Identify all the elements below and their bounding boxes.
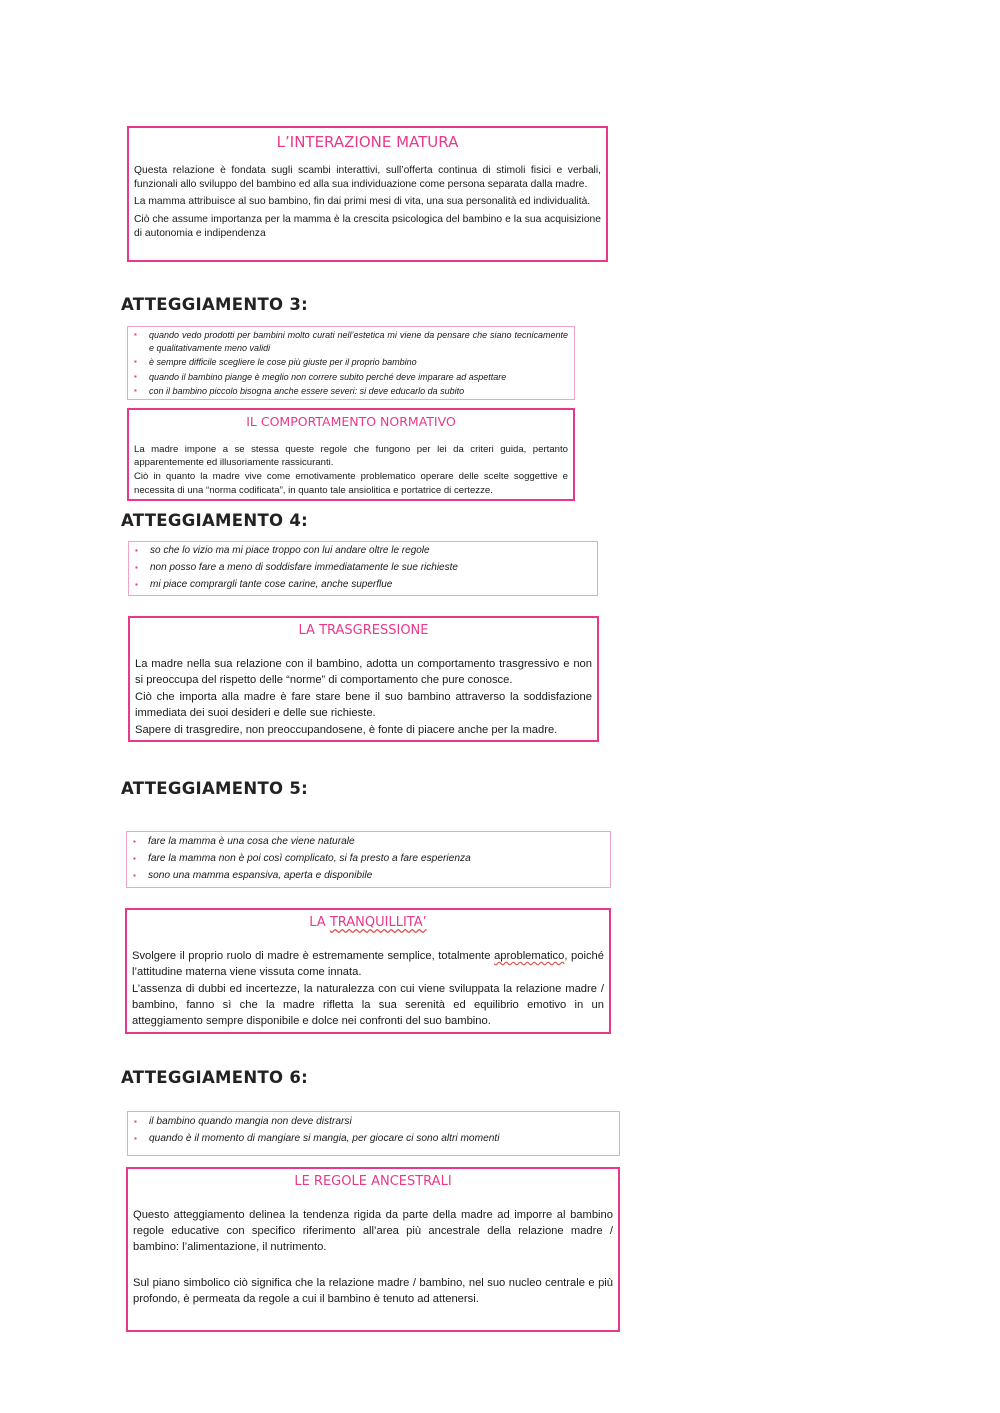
list-item: ▪ so che lo vizio ma mi piace troppo con lui andare oltre le regole [133, 542, 591, 559]
list-item: ▪ quando il bambino piange è meglio non correre subito perché deve imparare ad aspettare [134, 371, 507, 382]
list-item: ▪ sono una mamma espansiva, aperta e disponibile [131, 867, 604, 884]
square-bullet-icon: ▪ [133, 871, 136, 880]
heading-atteggiamento-5: ATTEGGIAMENTO 5: [121, 779, 309, 798]
list-item: ▪ mi piace comprargli tante cose carine, anche superflue [133, 576, 591, 593]
square-bullet-icon: ▪ [134, 371, 137, 381]
list-atteggiamento-5 [126, 831, 611, 888]
paragraph: La madre impone a se stessa queste regole che fungono per lei da criteri guida, pertanto apparentemente ed illusoriamente rassicuranti. [134, 444, 568, 469]
paragraph: Sapere di trasgredire, non preoccupandosene, è fonte di piacere anche per la madre. [135, 724, 558, 736]
paragraph: Questo atteggiamento delinea la tendenza rigida da parte della madre ad imporre al bambino regole educative con specifico riferimento all’area più ancestrale della relazione madre / bambino: l’alimentazione, il nutrimento. [133, 1209, 613, 1253]
paragraph: Questa relazione è fondata sugli scambi interattivi, sull’offerta continua di stimoli fisici e verbali, funzionali allo sviluppo del bambino ed alla sua individuazione come persona separata dalla madre. [134, 165, 601, 191]
paragraph: Ciò in quanto la madre vive come emotivamente problematico operare delle scelte soggettive e necessita di una “norma codificata”, in quanto tale ansiolitica e portatrice di certezze. [134, 471, 568, 496]
list-atteggiamento-3 [127, 326, 575, 400]
square-bullet-icon: ▪ [134, 1134, 137, 1143]
box-interazione-matura [127, 126, 608, 262]
square-bullet-icon: ▪ [133, 837, 136, 846]
square-bullet-icon: ▪ [134, 330, 137, 339]
paragraph: La madre nella sua relazione con il bambino, adotta un comportamento trasgressivo e non si preoccupa del rispetto delle “norme” di comportamento che pure conosce. [135, 658, 592, 686]
heading-atteggiamento-6: ATTEGGIAMENTO 6: [121, 1068, 309, 1087]
paragraph: L’assenza di dubbi ed incertezze, la naturalezza con cui viene sviluppata la relazione madre / bambino, fanno sì che la madre rifletta la sua serenità ed equilibrio emotivo in un atteggiamento sempre disponibile e dolce nei confronti del suo bambino. [132, 983, 604, 1027]
box-title: LA TRASGRESSIONE [298, 623, 429, 638]
square-bullet-icon: ▪ [135, 580, 138, 589]
square-bullet-icon: ▪ [134, 1117, 137, 1126]
list-item: ▪ è sempre difficile scegliere le cose più giuste per il proprio bambino [134, 357, 417, 368]
list-item: ▪ con il bambino piccolo bisogna anche essere severi: si deve educarlo da subito [134, 386, 465, 397]
list-atteggiamento-6 [127, 1111, 620, 1156]
list-item: ▪ non posso fare a meno di soddisfare immediatamente le sue richieste [133, 559, 591, 576]
paragraph: Sul piano simbolico ciò significa che la relazione madre / bambino, nel suo nucleo centrale e più profondo, è permeata da regole a cui il bambino è tenuto ad attenersi. [133, 1277, 613, 1305]
box-title: L’INTERAZIONE MATURA [276, 133, 459, 151]
paragraph: Ciò che assume importanza per la mamma è la crescita psicologica del bambino e la sua acquisizione di autonomia e indipendenza [134, 213, 601, 239]
list-item: ▪ quando è il momento di mangiare si mangia, per giocare ci sono altri momenti [132, 1130, 613, 1147]
box-title: LE REGOLE ANCESTRALI [294, 1174, 452, 1189]
list-item: ▪ quando vedo prodotti per bambini molto curati nell’estetica mi viene da pensare che siano tecnicamente e qualitativamente meno validi [134, 330, 568, 353]
box-title: LA TRANQUILLITA’ [309, 915, 427, 930]
list-item: ▪ fare la mamma non è poi così complicato, si fa presto a fare esperienza [131, 850, 604, 867]
box-title: IL COMPORTAMENTO NORMATIVO [246, 414, 456, 429]
box-trasgressione [128, 616, 599, 742]
box-regole-ancestrali [126, 1167, 620, 1332]
box-tranquillita [125, 908, 611, 1034]
square-bullet-icon: ▪ [133, 854, 136, 863]
paragraph: Ciò che importa alla madre è fare stare bene il suo bambino attraverso la soddisfazione immediata dei suoi desideri e delle sue richieste. [135, 691, 592, 719]
square-bullet-icon: ▪ [135, 546, 138, 555]
heading-atteggiamento-3: ATTEGGIAMENTO 3: [121, 295, 309, 314]
heading-atteggiamento-4: ATTEGGIAMENTO 4: [121, 511, 309, 530]
paragraph: La mamma attribuisce al suo bambino, fin dai primi mesi di vita, una sua personalità ed individualità. [134, 196, 591, 208]
square-bullet-icon: ▪ [134, 357, 137, 367]
box-comportamento-normativo [127, 408, 575, 501]
list-item: ▪ fare la mamma è una cosa che viene naturale [131, 833, 604, 850]
list-atteggiamento-4 [128, 541, 598, 596]
square-bullet-icon: ▪ [135, 563, 138, 572]
list-item: ▪ il bambino quando mangia non deve distrarsi [132, 1113, 613, 1130]
square-bullet-icon: ▪ [134, 386, 137, 396]
paragraph: Svolgere il proprio ruolo di madre è estremamente semplice, totalmente aproblematico, poiché l’attitudine materna viene vissuta come innata. [132, 950, 604, 978]
